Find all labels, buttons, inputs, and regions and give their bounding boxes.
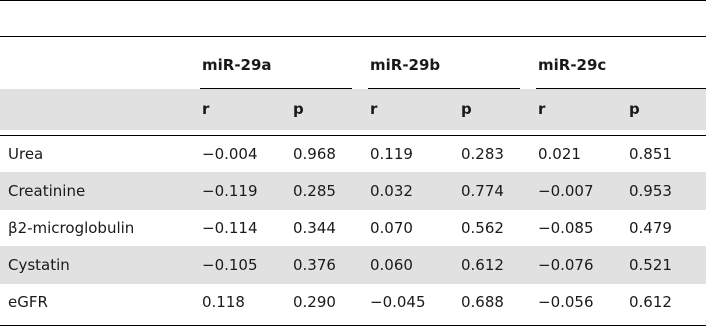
table-cell: −0.007 [538,182,594,200]
table-cell: −0.076 [538,256,594,274]
subheader-p-29b: p [461,100,472,118]
row-label: Creatinine [8,182,86,200]
header-top-rule [0,36,706,37]
bottom-rule [0,325,706,326]
table-row [0,210,706,246]
table-cell: −0.056 [538,293,594,311]
table-cell: 0.774 [461,182,504,200]
table-cell: 0.562 [461,219,504,237]
subheader-row [0,89,706,130]
subheader-r-29a: r [202,100,210,118]
table-cell: 0.060 [370,256,413,274]
table-cell: 0.285 [293,182,336,200]
table-cell: −0.114 [202,219,258,237]
table-cell: −0.085 [538,219,594,237]
table-row [0,172,706,210]
group-header-mir-29b: miR-29b [370,56,441,74]
row-label: Urea [8,145,44,163]
subheader-p-29a: p [293,100,304,118]
table-cell: 0.612 [461,256,504,274]
table-cell: 0.032 [370,182,413,200]
table-cell: 0.521 [629,256,672,274]
table-cell: −0.045 [370,293,426,311]
table-cell: −0.119 [202,182,258,200]
subheader-r-29c: r [538,100,546,118]
table-cell: −0.004 [202,145,258,163]
subheader-r-29b: r [370,100,378,118]
table-row [0,136,706,172]
table-cell: 0.968 [293,145,336,163]
table-row [0,246,706,284]
table-cell: 0.118 [202,293,245,311]
table-cell: 0.851 [629,145,672,163]
row-label: Cystatin [8,256,70,274]
group-header-row [0,56,706,80]
table-cell: 0.479 [629,219,672,237]
table-cell: 0.344 [293,219,336,237]
table-cell: −0.105 [202,256,258,274]
table-cell: 0.290 [293,293,336,311]
table-cell: 0.021 [538,145,581,163]
table-cell: 0.612 [629,293,672,311]
table-cell: 0.376 [293,256,336,274]
group-header-mir-29c: miR-29c [538,56,607,74]
table-cell: 0.119 [370,145,413,163]
row-label: eGFR [8,293,48,311]
group-header-mir-29a: miR-29a [202,56,272,74]
row-label: β2-microglobulin [8,219,135,237]
table-cell: 0.688 [461,293,504,311]
table-row [0,284,706,320]
subheader-p-29c: p [629,100,640,118]
table-cell: 0.283 [461,145,504,163]
top-rule [0,0,706,1]
table-cell: 0.070 [370,219,413,237]
table-cell: 0.953 [629,182,672,200]
